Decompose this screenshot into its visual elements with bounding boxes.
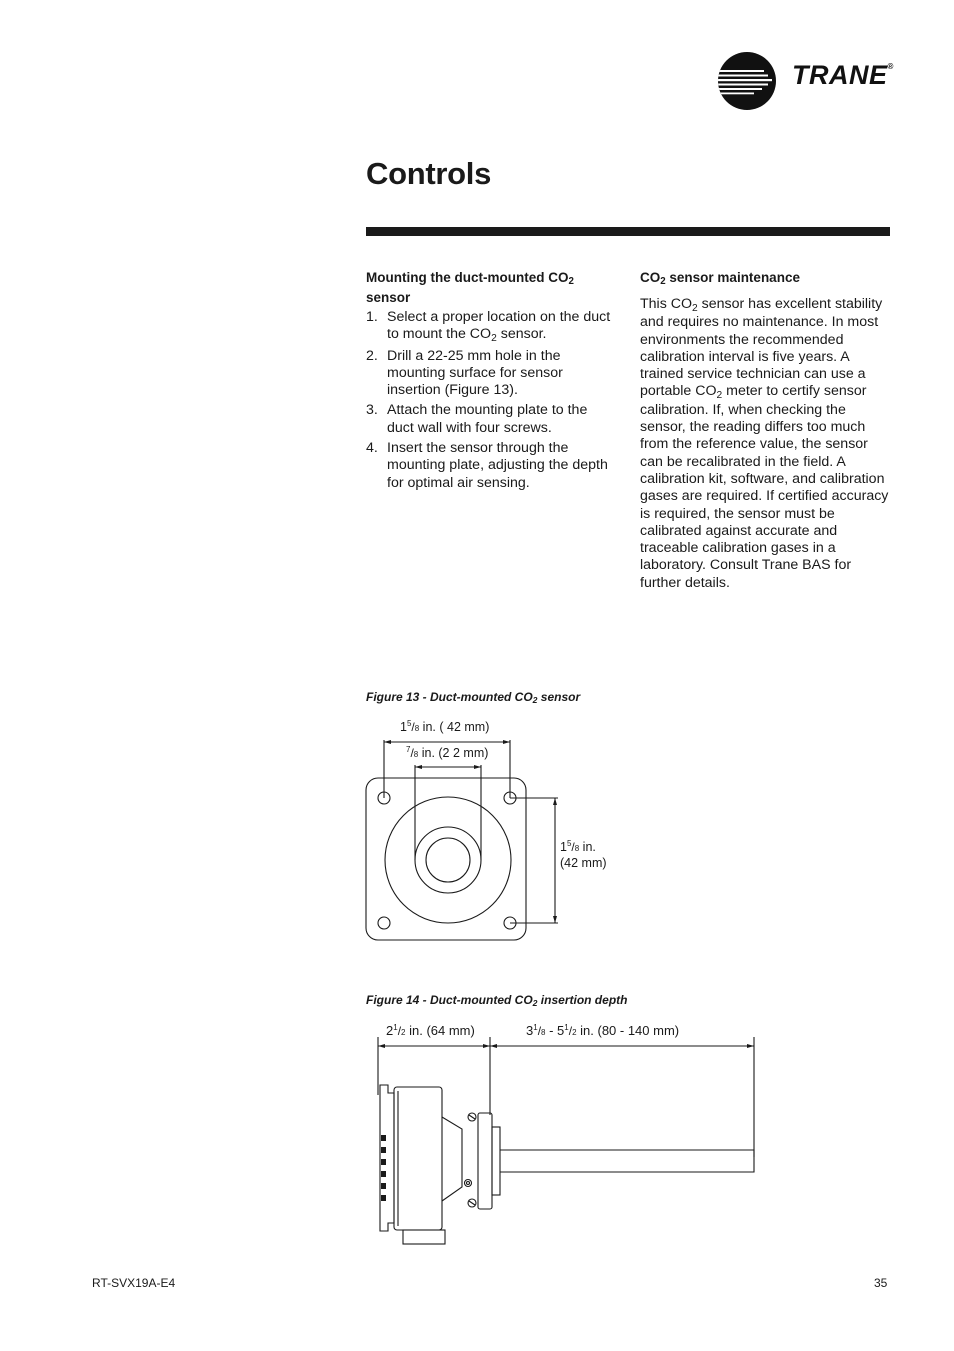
trane-logo-mark (716, 50, 778, 112)
page-title: Controls (366, 156, 492, 191)
left-column (366, 269, 616, 495)
screw-hole (378, 917, 390, 929)
vent-slot (381, 1171, 386, 1177)
maintenance-heading: $CO_2$ sensor maintenance (640, 270, 800, 288)
sensor-collar (415, 827, 481, 893)
figure-13-drawing (360, 712, 630, 952)
figure-14-caption: Figure 14 - Duct-mounted $CO_2$ insertion depth (366, 993, 628, 1009)
height-dimension-label-mm: (42 mm) (560, 856, 607, 870)
housing-rear-cover (380, 1085, 394, 1231)
housing-dimension-label: $2^1/2$ in. (64 mm) (386, 1023, 475, 1038)
right-column (640, 269, 892, 592)
height-dimension-label: $1^5/8$ in. (560, 839, 596, 854)
mounting-plate-side (478, 1113, 492, 1209)
step-item: 3. Attach the mounting plate to the duct wall with four screws. (366, 402, 588, 436)
vent-slot (381, 1195, 386, 1201)
sensor-housing (394, 1087, 442, 1230)
mounting-steps (366, 309, 616, 492)
figure-13-caption: Figure 13 - Duct-mounted $CO_2$ sensor (366, 690, 581, 706)
width-dimension-label: $1^5/8$ in. ( 42 mm) (400, 719, 490, 734)
vent-slot (381, 1147, 386, 1153)
step-item: 2. Drill a 22-25 mm hole in the mounting surface for sensor insertion (Figure 13). (366, 347, 563, 399)
trane-wordmark: TRANE® (792, 60, 894, 90)
vent-slot (381, 1183, 386, 1189)
vent-slot (381, 1159, 386, 1165)
maintenance-paragraph: This $CO_2$ sensor has excellent stability and requires no maintenance. In most environments the recommended calibration interval is five years. A trained service technician can use a portable $CO_2$ meter to certify sensor calibration. If, when checking the sensor, the reading differs too much from the reference value, the sensor can be recalibrated in the field. A calibration kit, software, and calibration gases are required. If certified accuracy is required, the sensor must be calibrated against accurate and traceable calibration gases in a laboratory. Consult Trane BAS for further details. (640, 296, 889, 591)
page-number: 35 (874, 1276, 888, 1290)
step-item: 4. Insert the sensor through the mounting plate, adjusting the depth for optimal air sensing. (366, 440, 608, 491)
trane-logo (716, 50, 896, 110)
step-item: 1. Select a proper location on the duct to mount the $CO_2$ sensor. (366, 309, 611, 344)
figure-14-drawing (370, 1015, 770, 1255)
document-id: RT-SVX19A-E4 (92, 1276, 176, 1290)
mounting-plate (366, 778, 526, 940)
sensor-probe-hole (426, 838, 470, 882)
sensor-probe (500, 1150, 754, 1172)
insertion-dimension-label: $3^1/8 - 5^1/2$ in. (80 - 140 mm) (526, 1023, 680, 1038)
title-rule (366, 227, 890, 236)
hole-dimension-label: $^7$/8 in. (2 2 mm) (406, 745, 489, 760)
housing-neck (442, 1117, 462, 1201)
cable-gland (403, 1230, 445, 1244)
plate-outer-ring (385, 797, 511, 923)
vent-slot (381, 1135, 386, 1141)
mounting-heading: Mounting the duct-mounted $CO_2$ sensor (366, 270, 574, 305)
